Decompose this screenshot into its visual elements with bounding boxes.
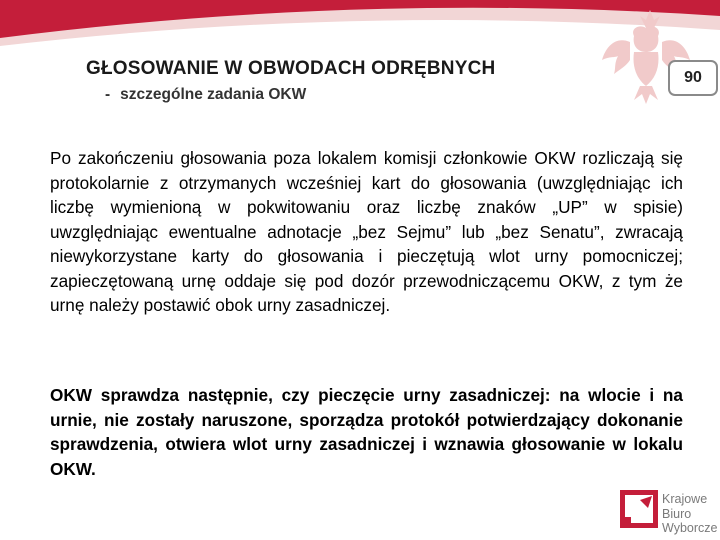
slide-subtitle (105, 86, 306, 104)
paragraph-2: OKW sprawdza następnie, czy pieczęcie urny zasadniczej: na wlocie i na urnie, nie zostały naruszone, sporządza protokół potwierdzający dokonanie sprawdzenia, otwiera wlot urny zasadniczej i wznawia głosowanie w lokalu OKW. (50, 385, 683, 479)
logo-line-3: Wyborcze (662, 521, 718, 535)
subtitle-text: szczególne zadania OKW (120, 86, 307, 103)
kbw-logo-text (662, 492, 717, 536)
slide-title: GŁOSOWANIE W OBWODACH ODRĘBNYCH (86, 58, 496, 79)
page-number-badge: 90 (668, 60, 718, 96)
kbw-logo-mark-icon (620, 490, 658, 528)
logo-line-2: Biuro (662, 506, 692, 521)
paragraph-1: Po zakończeniu głosowania poza lokalem komisji członkowie OKW rozliczają się protokolarnie z otrzymanych wcześniej kart do głosowania (uwzględniając ich liczbę wymienioną w pokwitowaniu oraz liczbę znaków „UP” w spisie) uwzględniając ewentualne adnotacje „bez Sejmu” lub „bez Senatu”, zwracają niewykorzystane karty do głosowania i pieczętują wlot urny pomocniczej; zapieczętowaną urnę oddaje się pod dozór przewodniczącemu OKW, z tym że urnę należy postawić obok urny zasadniczej. (50, 148, 683, 315)
logo-line-1: Krajowe (662, 492, 708, 506)
kbw-logo (620, 490, 720, 540)
subtitle-dash: - (105, 86, 111, 103)
